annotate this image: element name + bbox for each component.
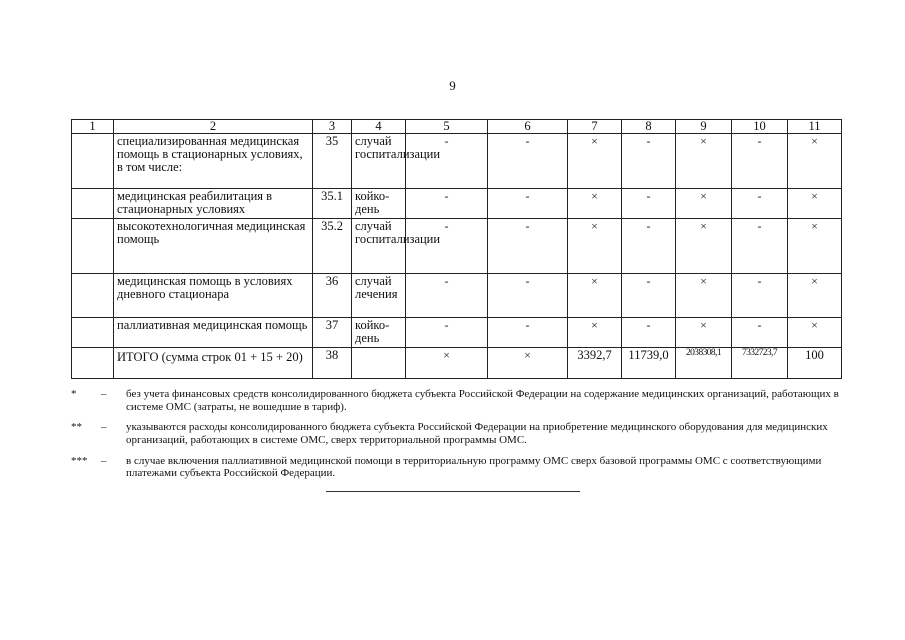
cell-value: × (676, 189, 732, 219)
col-header: 6 (488, 120, 568, 134)
cell-empty (72, 318, 114, 348)
col-header: 8 (622, 120, 676, 134)
row-unit (352, 348, 406, 379)
end-rule (326, 491, 580, 492)
page-number: 9 (449, 78, 456, 93)
financing-table (71, 119, 842, 379)
col-header: 7 (568, 120, 622, 134)
cell-value: - (406, 318, 488, 348)
cell-value: × (788, 134, 842, 189)
cell-empty (72, 274, 114, 318)
footnote-mark: * (71, 388, 77, 400)
row-number: 36 (313, 274, 352, 318)
table-row (72, 189, 842, 219)
cell-value: × (788, 189, 842, 219)
total-label: ИТОГО (сумма строк 01 + 15 + 20) (114, 348, 313, 379)
cell-value: - (406, 219, 488, 274)
footnote-mark: ** (71, 421, 82, 434)
footnote-text: указываются расходы консолидированного бюджета субъекта Российской Федерации на приобретение медицинского оборудования для медицинских организаций, работающих в системе ОМС, сверх территориальной программы ОМС. (126, 421, 828, 446)
row-number: 37 (313, 318, 352, 348)
total-value: 7332723,7 (732, 348, 788, 379)
table-row (72, 134, 842, 189)
cell-value: - (488, 134, 568, 189)
cell-value: × (568, 318, 622, 348)
cell-value: - (488, 189, 568, 219)
cell-value: - (488, 219, 568, 274)
footnote-text: в случае включения паллиативной медицинской помощи в территориальную программу ОМС сверх базовой программы ОМС с соответствующими платежами субъекта Российской Федерации. (126, 454, 822, 480)
cell-value: - (622, 189, 676, 219)
row-description: паллиативная медицинская помощь (114, 318, 313, 348)
cell-value: × (676, 318, 732, 348)
total-value: 3392,7 (568, 348, 622, 379)
table-row (72, 274, 842, 318)
row-number: 35.1 (313, 189, 352, 219)
cell-value: × (788, 318, 842, 348)
cell-value: × (568, 134, 622, 189)
row-unit: койко-день (352, 189, 406, 219)
cell-value: × (568, 219, 622, 274)
col-header: 2 (114, 120, 313, 134)
total-row (72, 348, 842, 379)
col-header: 10 (732, 120, 788, 134)
footnote (71, 388, 841, 413)
row-unit: случай лечения (352, 274, 406, 318)
footnote-mark: *** (71, 454, 88, 467)
col-header: 9 (676, 120, 732, 134)
table-row (72, 219, 842, 274)
table-row (72, 318, 842, 348)
total-value: 100 (788, 348, 842, 379)
cell-value: × (406, 348, 488, 379)
cell-value: × (676, 219, 732, 274)
cell-value: × (488, 348, 568, 379)
total-value: 11739,0 (622, 348, 676, 379)
col-header: 1 (72, 120, 114, 134)
row-description: медицинская помощь в условиях дневного стационара (114, 274, 313, 318)
row-unit: койко-день (352, 318, 406, 348)
footnote (71, 455, 841, 480)
cell-value: × (676, 274, 732, 318)
row-unit: случай госпитализации (352, 134, 406, 189)
cell-value: - (406, 189, 488, 219)
footnote-text: без учета финансовых средств консолидированного бюджета субъекта Российской Федерации на содержание медицинских организаций, работающих в системе ОМС (затраты, не вошедшие в тариф). (126, 388, 839, 413)
cell-value: × (676, 134, 732, 189)
cell-value: - (406, 134, 488, 189)
cell-value: - (732, 219, 788, 274)
row-number: 35 (313, 134, 352, 189)
cell-empty (72, 189, 114, 219)
cell-value: - (732, 318, 788, 348)
cell-value: × (788, 219, 842, 274)
cell-value: - (622, 318, 676, 348)
row-unit: случай госпитализации (352, 219, 406, 274)
header-row (72, 120, 842, 134)
cell-value: - (732, 274, 788, 318)
row-description: специализированная медицинская помощь в стационарных условиях, в том числе: (114, 134, 313, 189)
cell-value: - (732, 189, 788, 219)
cell-value: - (406, 274, 488, 318)
col-header: 4 (352, 120, 406, 134)
cell-value: × (568, 189, 622, 219)
cell-value: - (488, 318, 568, 348)
footnote-dash: – (101, 421, 107, 434)
cell-value: - (622, 134, 676, 189)
row-description: высокотехнологичная медицинская помощь (114, 219, 313, 274)
cell-value: - (488, 274, 568, 318)
row-number: 38 (313, 348, 352, 379)
cell-empty (72, 134, 114, 189)
col-header: 3 (313, 120, 352, 134)
cell-empty (72, 219, 114, 274)
total-value: 2038308,1 (676, 348, 732, 379)
cell-value: × (788, 274, 842, 318)
footnote (71, 421, 841, 446)
cell-value: × (568, 274, 622, 318)
col-header: 11 (788, 120, 842, 134)
row-number: 35.2 (313, 219, 352, 274)
cell-value: - (622, 274, 676, 318)
cell-empty (72, 348, 114, 379)
cell-value: - (732, 134, 788, 189)
cell-value: - (622, 219, 676, 274)
footnote-dash: – (101, 388, 107, 400)
row-description: медицинская реабилитация в стационарных условиях (114, 189, 313, 219)
footnote-dash: – (101, 454, 107, 467)
footnotes (71, 388, 841, 488)
col-header: 5 (406, 120, 488, 134)
